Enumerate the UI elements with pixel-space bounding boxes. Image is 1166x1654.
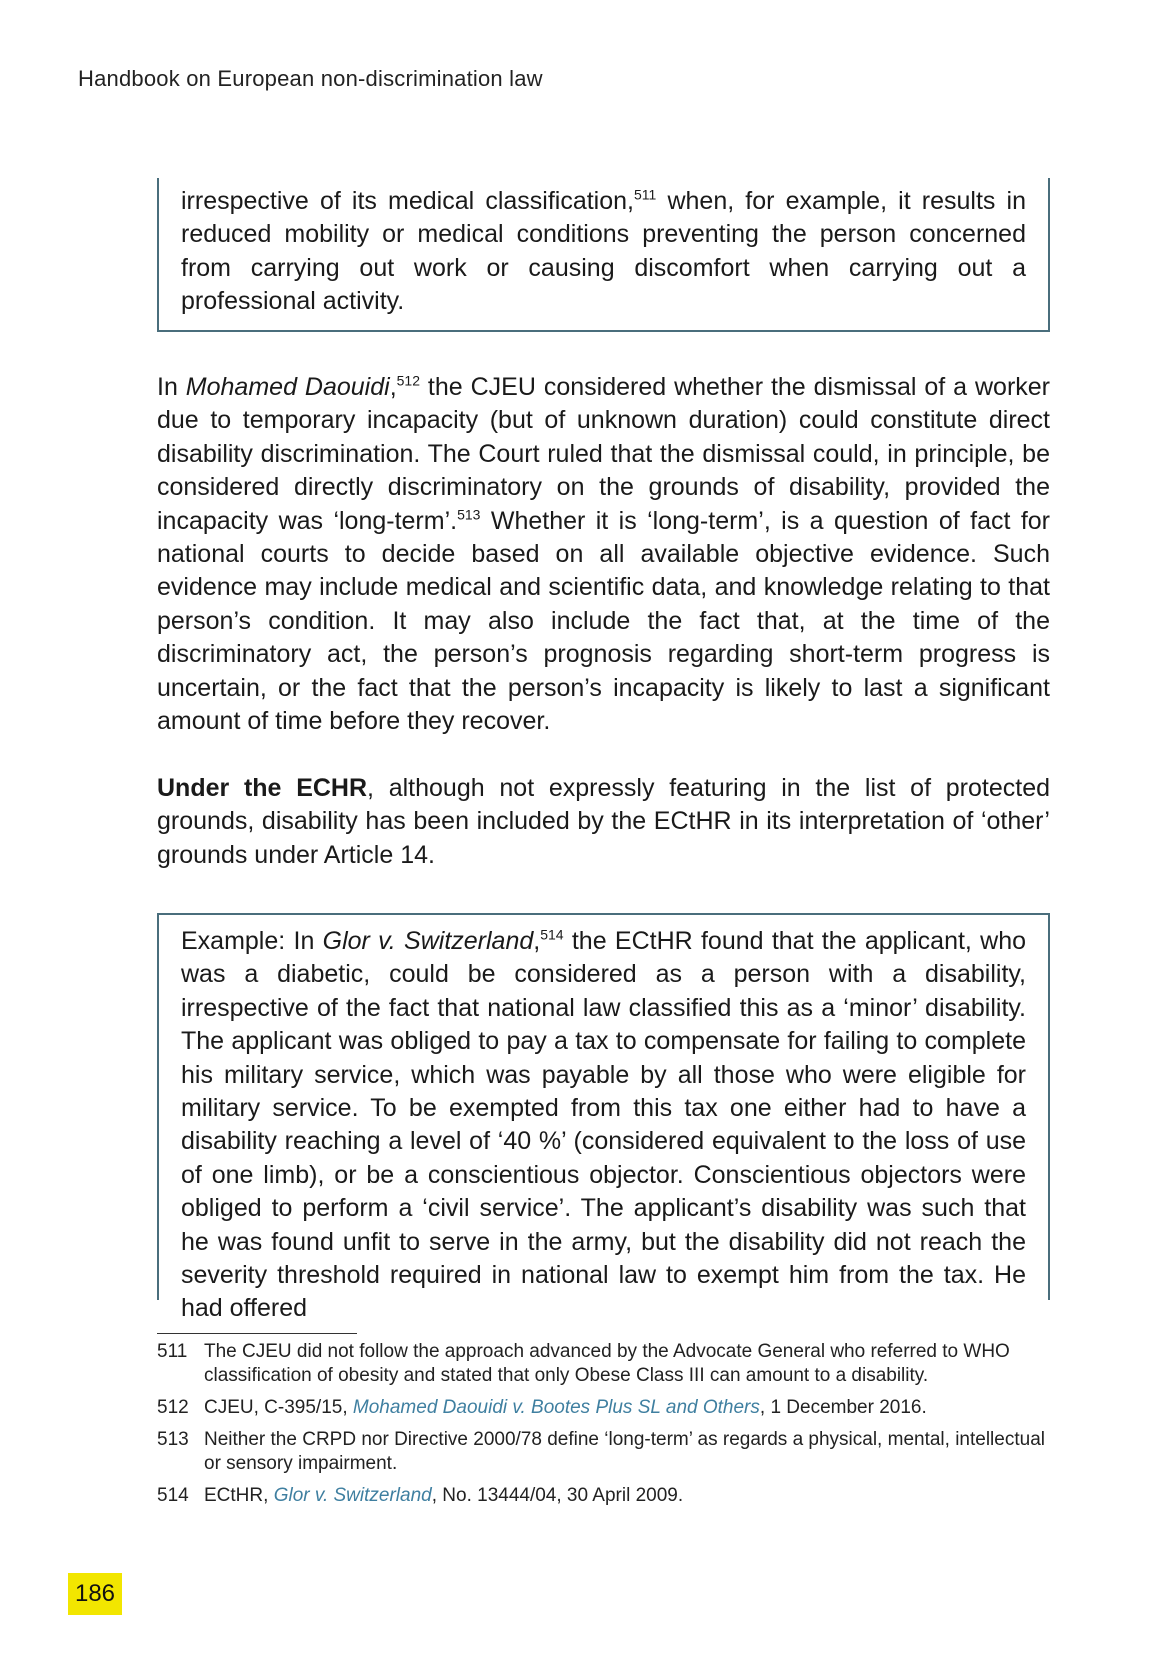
bold-lead-echr: Under the ECHR	[157, 774, 368, 802]
example-box	[157, 913, 1050, 1323]
footnote-number: 511	[157, 1341, 188, 1362]
quote-box-continued	[157, 178, 1050, 332]
footnote-511	[157, 1340, 1050, 1388]
case-name-daouidi: Mohamed Daouidi	[185, 373, 390, 401]
example-box-text: Example: In Glor v. Switzerland,$^{514}$ the ECtHR found that the applicant, who was a diabetic, could be considered as a person with a disability, irrespective of the fact that national law classified this as a ‘minor’ disability. The applicant was obliged to pay a tax to compensate for failing to complete his military service, which was payable by all those who were eligible for military service. To be exempted from this tax one either had to have a disability reaching a level of ‘40 %’ (considered equivalent to the loss of use of one limb), or be a conscientious objector. Conscientious objectors were obliged to perform a ‘civil service’. The applicant’s disability was such that he was found unfit to serve in the army, but the disability did not reach the severity threshold required in national law to exempt him from the tax. He had offered	[181, 926, 1027, 1323]
footnote-number: 512	[157, 1397, 189, 1418]
footnote-text: CJEU, C-395/15, Mohamed Daouidi v. Bootes Plus SL and Others, 1 December 2016.	[204, 1397, 927, 1418]
footnote-text: Neither the CRPD nor Directive 2000/78 define ‘long-term’ as regards a physical, mental, intellectual or sensory impairment.	[204, 1429, 1045, 1474]
page-number: 186	[68, 1573, 122, 1615]
footnote-number: 514	[157, 1485, 189, 1506]
footnote-ref-511[interactable]: 511	[634, 186, 657, 203]
footnote-ref-512[interactable]: 512	[396, 372, 420, 389]
footnote-number: 513	[157, 1429, 189, 1450]
footnote-514	[157, 1484, 1050, 1508]
footnote-513	[157, 1428, 1050, 1476]
quote-box-text: irrespective of its medical classification,$^{511}$ when, for example, it results in reduced mobility or medical conditions preventing the person concerned from carrying out work or causing discomfort when carrying out a professional activity.	[181, 186, 1026, 316]
paragraph-daouidi: In Mohamed Daouidi,$^{512}$ the CJEU considered whether the dismissal of a worker due to temporary incapacity (but of unknown duration) could constitute direct disability discrimination. The Court ruled that the dismissal could, in principle, be considered directly discriminatory on the grounds of disability, provided the incapacity was ‘long-term’.$^{513}$ Whether it is ‘long-term’, is a question of fact for national courts to decide based on all available objective evidence. Such evidence may include medical and scientific data, and knowledge relating to that person’s condition. It may also include the fact that, at the time of the discriminatory act, the person’s prognosis regarding short-term progress is uncertain, or the fact that the person’s incapacity is likely to last a significant amount of time before they recover.	[157, 372, 1051, 736]
paragraph-echr: Under the ECHR, although not expressly featuring in the list of protected grounds, disability has been included by the ECtHR in its interpretation of ‘other’ grounds under Article 14.	[157, 774, 1050, 869]
footnote-separator	[157, 1333, 357, 1334]
footnote-512	[157, 1396, 1050, 1420]
footnote-ref-514[interactable]: 514	[540, 926, 564, 943]
footnote-text: The CJEU did not follow the approach advanced by the Advocate General who referred to WHO classification of obesity and stated that only Obese Class III can amount to a disability.	[204, 1341, 1010, 1386]
running-header: Handbook on European non-discrimination law	[78, 66, 543, 91]
case-name-glor: Glor v. Switzerland	[322, 927, 534, 955]
case-link-glor[interactable]: Glor v. Switzerland	[273, 1485, 432, 1506]
footnote-text: ECtHR, Glor v. Switzerland, No. 13444/04, 30 April 2009.	[204, 1485, 684, 1506]
footnotes	[157, 1340, 1050, 1516]
footnote-ref-513[interactable]: 513	[457, 506, 481, 523]
case-link-daouidi[interactable]: Mohamed Daouidi v. Bootes Plus SL and Others	[352, 1397, 760, 1418]
